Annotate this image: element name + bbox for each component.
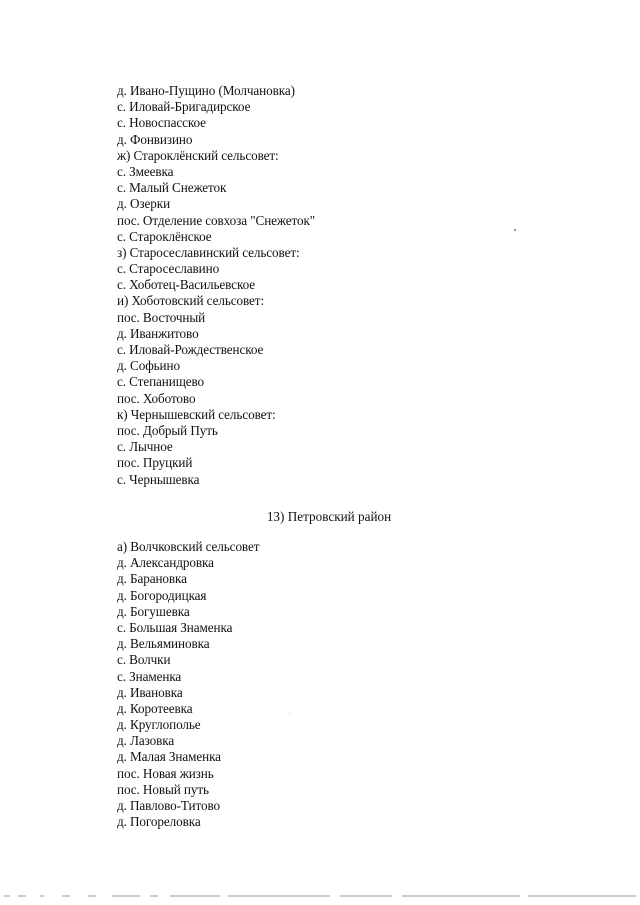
list-item: пос. Пруцкий	[117, 455, 193, 471]
list-item: д. Вельяминовка	[117, 636, 210, 652]
list-item: пос. Отделение совхоза "Снежеток"	[117, 212, 316, 228]
scan-speck	[514, 229, 516, 231]
settlement-list-bottom	[117, 539, 577, 830]
list-item: пос. Добрый Путь	[117, 422, 218, 438]
list-item: д. Софьино	[117, 358, 180, 374]
list-item: д. Богушевка	[117, 603, 190, 619]
sub-heading: ж) Староклёнский сельсовет:	[117, 147, 279, 163]
list-item: д. Ивановка	[117, 684, 183, 700]
sub-heading: з) Старосеславинский сельсовет:	[117, 244, 300, 260]
list-item: с. Знаменка	[117, 668, 182, 684]
sub-heading: и) Хоботовский сельсовет:	[117, 293, 265, 309]
list-item: пос. Хоботово	[117, 390, 196, 406]
list-item: д. Богородицкая	[117, 587, 207, 603]
list-item: с. Большая Знаменка	[117, 619, 233, 635]
list-item: д. Круглополье	[117, 717, 201, 733]
list-item: с. Иловай-Рождественское	[117, 342, 264, 357]
list-item: д. Малая Знаменка	[117, 749, 221, 765]
scan-speck	[289, 713, 290, 714]
list-item: д. Погореловка	[117, 814, 201, 830]
list-item: с. Староклёнское	[117, 228, 212, 244]
list-item: с. Волчки	[117, 652, 171, 668]
section-heading: 13) Петровский район	[266, 509, 392, 524]
list-item: д. Иванжитово	[117, 325, 199, 341]
list-item: д. Лазовка	[117, 733, 175, 749]
list-item: д. Павлово-Титово	[117, 798, 221, 813]
list-item: пос. Новая жизнь	[117, 765, 214, 781]
list-item: пос. Восточный	[117, 309, 206, 325]
list-item: с. Чернышевка	[117, 471, 200, 487]
list-item: с. Змеевка	[117, 163, 174, 179]
list-item: пос. Новый путь	[117, 781, 209, 797]
list-item: с. Степанищево	[117, 374, 205, 390]
list-item: с. Малый Снежеток	[117, 180, 227, 196]
list-item: д. Фонвизино	[117, 131, 193, 147]
list-item: с. Лычное	[117, 439, 173, 455]
list-item: д. Барановка	[117, 571, 187, 587]
sub-heading: а) Волчковский сельсовет	[117, 539, 260, 554]
list-item: д. Ивано-Пущино (Молчановка)	[117, 83, 295, 98]
settlement-list-top	[117, 83, 577, 488]
list-item: с. Иловай-Бригадирское	[117, 99, 251, 115]
list-item: с. Новоспасское	[117, 115, 206, 131]
list-item: д. Коротеевка	[117, 700, 193, 716]
list-item: д. Озерки	[117, 196, 171, 212]
scan-bottom-edge	[0, 893, 640, 899]
sub-heading: к) Чернышевский сельсовет:	[117, 406, 276, 422]
list-item: д. Александровка	[117, 555, 214, 571]
list-item: с. Старосеславино	[117, 261, 220, 277]
list-item: с. Хоботец-Васильевское	[117, 277, 255, 293]
